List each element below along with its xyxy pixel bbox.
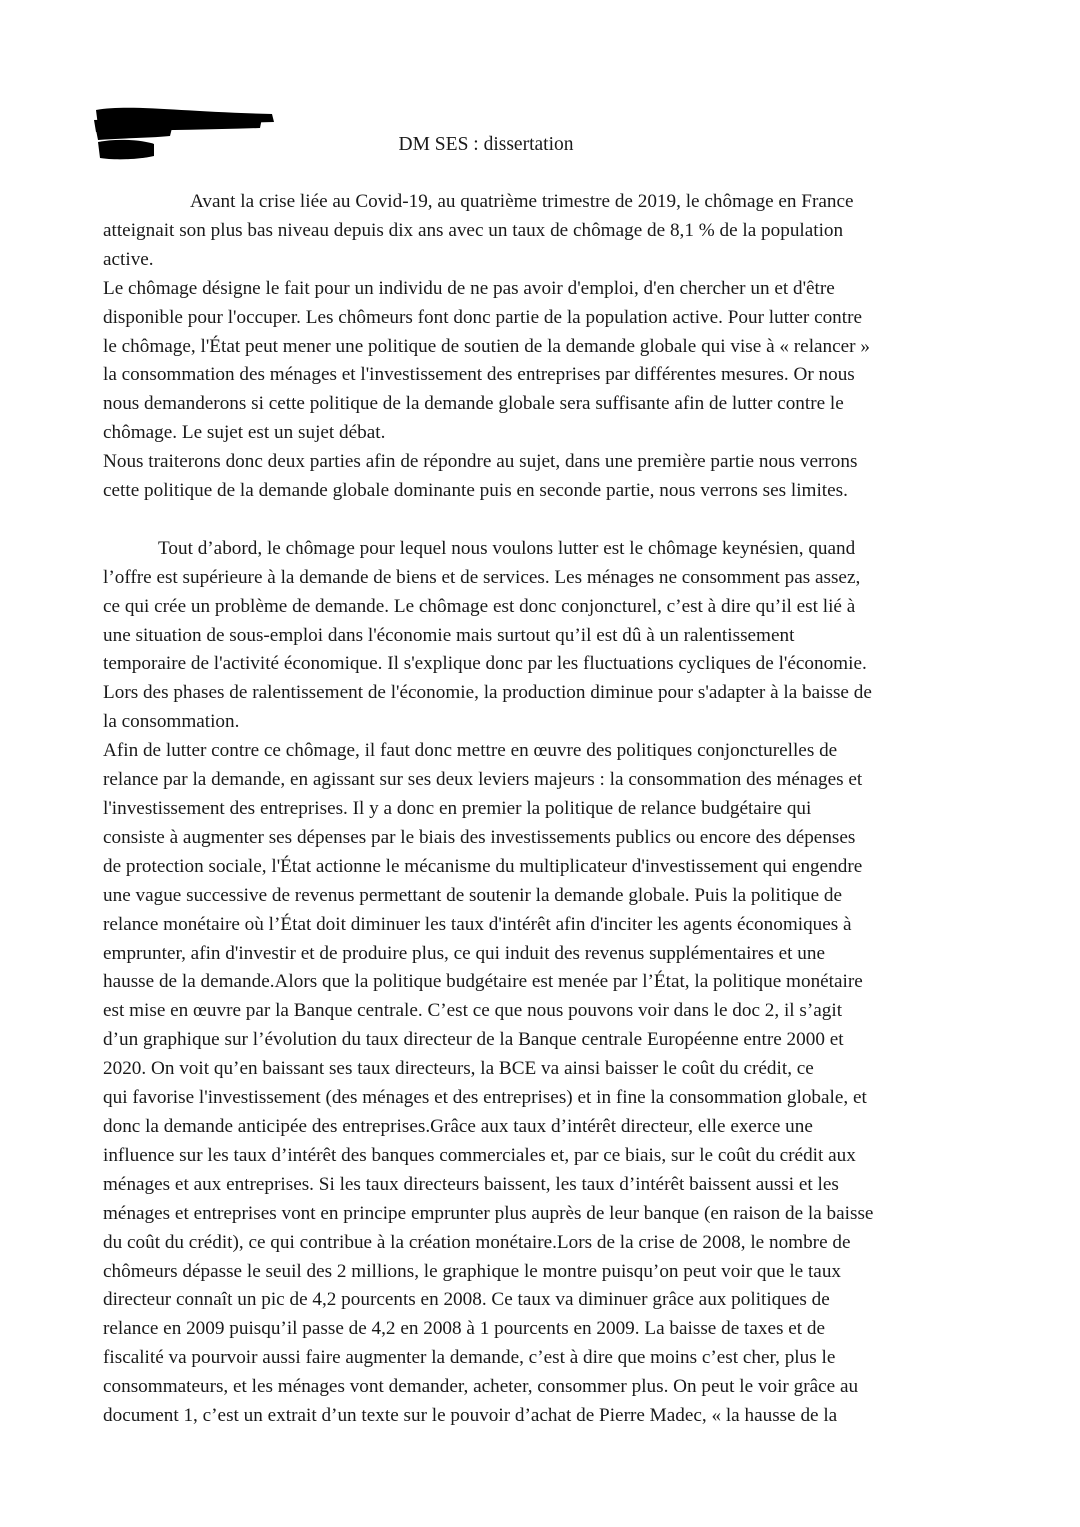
text-line: la consommation des ménages et l'investissement des entreprises par différentes mesures. Or nous (103, 364, 855, 386)
paragraph-keynesian-unemployment (103, 535, 983, 737)
text-line: hausse de la demande.Alors que la politique budgétaire est menée par l’État, la politique monétaire (103, 971, 863, 993)
text-line: 2020. On voit qu’en baissant ses taux directeurs, la BCE va ainsi baisser le coût du crédit, ce (103, 1058, 814, 1080)
text-line: l’offre est supérieure à la demande de biens et de services. Les ménages ne consomment pas assez, (103, 566, 861, 588)
text-line: Tout d’abord, le chômage pour lequel nous voulons lutter est le chômage keynésien, quand (158, 537, 856, 559)
text-line: relance en 2009 puisqu’il passe de 4,2 en 2008 à 1 pourcents en 2009. La baisse de taxes et de (103, 1318, 825, 1340)
text-line: Afin de lutter contre ce chômage, il faut donc mettre en œuvre des politiques conjoncturelles de (103, 740, 838, 762)
paragraph-definition (103, 275, 983, 448)
text-line: ménages et entreprises vont en principe emprunter plus auprès de leur banque (en raison de la baisse (103, 1202, 874, 1224)
text-line: ce qui crée un problème de demande. Le chômage est donc conjoncturel, c’est à dire qu’il est lié à (103, 595, 856, 617)
text-line: le chômage, l'État peut mener une politique de soutien de la demande globale qui vise à « relancer » (103, 335, 870, 357)
text-line: disponible pour l'occuper. Les chômeurs font donc partie de la population active. Pour lutter contre (103, 306, 863, 328)
document-body (103, 188, 983, 1431)
text-line: une situation de sous-emploi dans l'économie mais surtout qu’il est dû à un ralentissement (103, 624, 795, 646)
paragraph-intro (103, 188, 983, 275)
text-line: donc la demande anticipée des entreprises.Grâce aux taux d’intérêt directeur, elle exerce une (103, 1115, 813, 1137)
paragraph-plan (103, 448, 983, 506)
text-line: une vague successive de revenus permettant de soutenir la demande globale. Puis la politique de (103, 884, 843, 906)
text-line: fiscalité va pourvoir aussi faire augmenter la demande, c’est à dire que moins c’est cher, plus le (103, 1347, 836, 1369)
text-line: influence sur les taux d’intérêt des banques commerciales et, par ce biais, sur le coût du crédit aux (103, 1144, 856, 1166)
text-line: nous demanderons si cette politique de la demande globale sera suffisante afin de lutter contre le (103, 393, 844, 415)
text-line: directeur connaît un pic de 4,2 pourcents en 2008. Ce taux va diminuer grâce aux politiques de (103, 1289, 830, 1311)
text-line: ménages et aux entreprises. Si les taux directeurs baissent, les taux d’intérêt baissent aussi et les (103, 1173, 839, 1195)
text-line: Nous traiterons donc deux parties afin de répondre au sujet, dans une première partie nous verrons (103, 451, 858, 473)
paragraph-relance-policies (103, 737, 983, 1431)
text-line: du coût du crédit), ce qui contribue à la création monétaire.Lors de la crise de 2008, le nombre de (103, 1231, 851, 1253)
text-line: qui favorise l'investissement (des ménages et des entreprises) et in fine la consommation globale, et (103, 1087, 867, 1109)
text-line: consommateurs, et les ménages vont demander, acheter, consommer plus. On peut le voir grâce au (103, 1376, 859, 1398)
text-line: relance monétaire où l’État doit diminuer les taux d'intérêt afin d'inciter les agents économiques à (103, 913, 852, 935)
text-line: temporaire de l'activité économique. Il s'explique donc par les fluctuations cycliques de l'économie. (103, 653, 867, 675)
text-line: consiste à augmenter ses dépenses par le biais des investissements publics ou encore des dépenses (103, 826, 856, 848)
text-line: chômage. Le sujet est un sujet débat. (103, 422, 386, 444)
text-line: active. (103, 248, 154, 270)
text-line: atteignait son plus bas niveau depuis dix ans avec un taux de chômage de 8,1 % de la population (103, 219, 844, 241)
document-title: DM SES : dissertation (398, 134, 574, 155)
text-line: Lors des phases de ralentissement de l'économie, la production diminue pour s'adapter à la baisse de (103, 682, 872, 704)
text-line: d’un graphique sur l’évolution du taux directeur de la Banque centrale Européenne entre 2000 et (103, 1029, 844, 1051)
text-line: l'investissement des entreprises. Il y a donc en premier la politique de relance budgétaire qui (103, 798, 812, 820)
paragraph-spacer (103, 506, 983, 535)
text-line: relance par la demande, en agissant sur ses deux leviers majeurs : la consommation des ménages et (103, 769, 863, 791)
text-line: la consommation. (103, 711, 240, 733)
text-line: chômeurs dépasse le seuil des 2 millions, le graphique le montre puisqu’on peut voir que le taux (103, 1260, 842, 1282)
text-line: Le chômage désigne le fait pour un individu de ne pas avoir d'emploi, d'en chercher un et d'être (103, 277, 835, 299)
text-line: est mise en œuvre par la Banque centrale. C’est ce que nous pouvons voir dans le doc 2, il s’agit (103, 1000, 843, 1022)
text-line: cette politique de la demande globale dominante puis en seconde partie, nous verrons ses limites. (103, 480, 848, 502)
text-line: document 1, c’est un extrait d’un texte sur le pouvoir d’achat de Pierre Madec, « la hausse de la (103, 1405, 838, 1427)
text-line: emprunter, afin d'investir et de produire plus, ce qui induit des revenus supplémentaires et une (103, 942, 826, 964)
text-line: de protection sociale, l'État actionne le mécanisme du multiplicateur d'investissement qui engendre (103, 855, 863, 877)
text-line: Avant la crise liée au Covid-19, au quatrième trimestre de 2019, le chômage en France (190, 191, 854, 212)
